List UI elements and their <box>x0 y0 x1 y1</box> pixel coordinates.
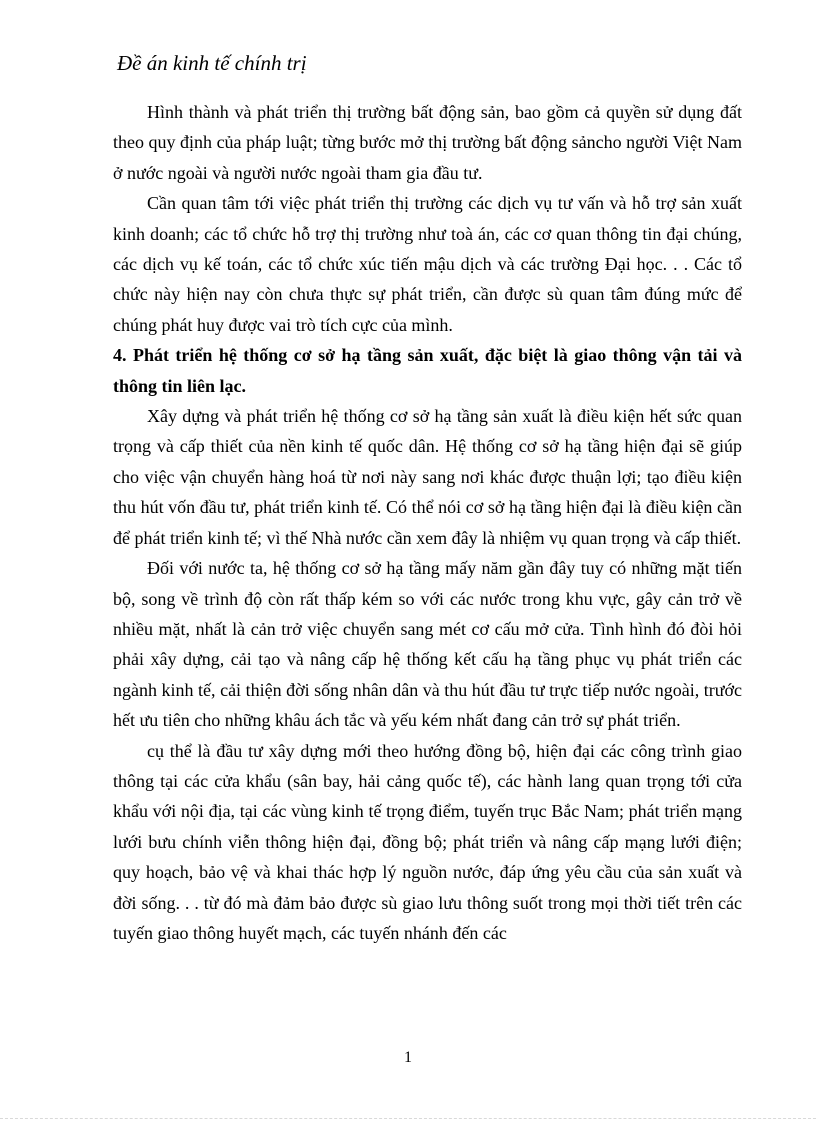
page-bottom-divider <box>0 1118 816 1119</box>
paragraph: Đối với nước ta, hệ thống cơ sở hạ tầng mấy năm gần đây tuy có những mặt tiến bộ, song về trình độ còn rất thấp kém so với các nước trong khu vực, gây cản trở về nhiều mặt, nhất là cản trở việc chuyển sang mét cơ cấu mở cửa. Tình hình đó đòi hỏi phải xây dựng, cải tạo và nâng cấp hệ thống kết cấu hạ tầng phục vụ phát triển các ngành kinh tế, cải thiện đời sống nhân dân và thu hút đầu tư trực tiếp nước ngoài, trước hết ưu tiên cho những khâu ách tắc và yếu kém nhất đang cản trở sự phát triển. <box>113 558 742 731</box>
section-heading: 4. Phát triển hệ thống cơ sở hạ tầng sản xuất, đặc biệt là giao thông vận tải và thông tin liên lạc. <box>113 345 742 396</box>
page-header-title: Đề án kinh tế chính trị <box>117 51 307 75</box>
page-number: 1 <box>404 1049 412 1066</box>
paragraph: Cần quan tâm tới việc phát triển thị trường các dịch vụ tư vấn và hỗ trợ sản xuất kinh doanh; các tổ chức hỗ trợ thị trường như toà án, các cơ quan thông tin đại chúng, các dịch vụ kế toán, các tổ chức xúc tiến mậu dịch và các trường Đại học. . . Các tổ chức này hiện nay còn chưa thực sự phát triển, cần được sù quan tâm đúng mức để chúng phát huy được vai trò tích cực của mình. <box>113 193 742 335</box>
paragraph: cụ thể là đầu tư xây dựng mới theo hướng đồng bộ, hiện đại các công trình giao thông tại các cửa khẩu (sân bay, hải cảng quốc tế), các hành lang quan trọng tới cửa khẩu với nội địa, tại các vùng kinh tế trọng điểm, tuyến trục Bắc Nam; phát triển mạng lưới bưu chính viễn thông hiện đại, đồng bộ; phát triển và nâng cấp mạng lưới điện; quy hoạch, bảo vệ và khai thác hợp lý nguồn nước, đáp ứng yêu cầu của sản xuất và đời sống. . . từ đó mà đảm bảo được sù giao lưu thông suốt trong mọi thời tiết trên các tuyến giao thông huyết mạch, các tuyến nhánh đến các <box>113 740 742 943</box>
paragraph: Hình thành và phát triển thị trường bất động sản, bao gồm cả quyền sử dụng đất theo quy định của pháp luật; từng bước mở thị trường bất động sảncho người Việt Nam ở nước ngoài và người nước ngoài tham gia đầu tư. <box>113 102 742 183</box>
document-body <box>113 97 742 948</box>
paragraph: Xây dựng và phát triển hệ thống cơ sở hạ tầng sản xuất là điều kiện hết sức quan trọng và cấp thiết của nền kinh tế quốc dân. Hệ thống cơ sở hạ tầng hiện đại sẽ giúp cho việc vận chuyển hàng hoá từ nơi này sang nơi khác được thuận lợi; tạo điều kiện thu hút vốn đầu tư, phát triển kinh tế. Có thể nói cơ sở hạ tầng hiện đại là điều kiện cần để phát triển kinh tế; vì thế Nhà nước cần xem đây là nhiệm vụ quan trọng và cấp thiết. <box>113 406 742 548</box>
